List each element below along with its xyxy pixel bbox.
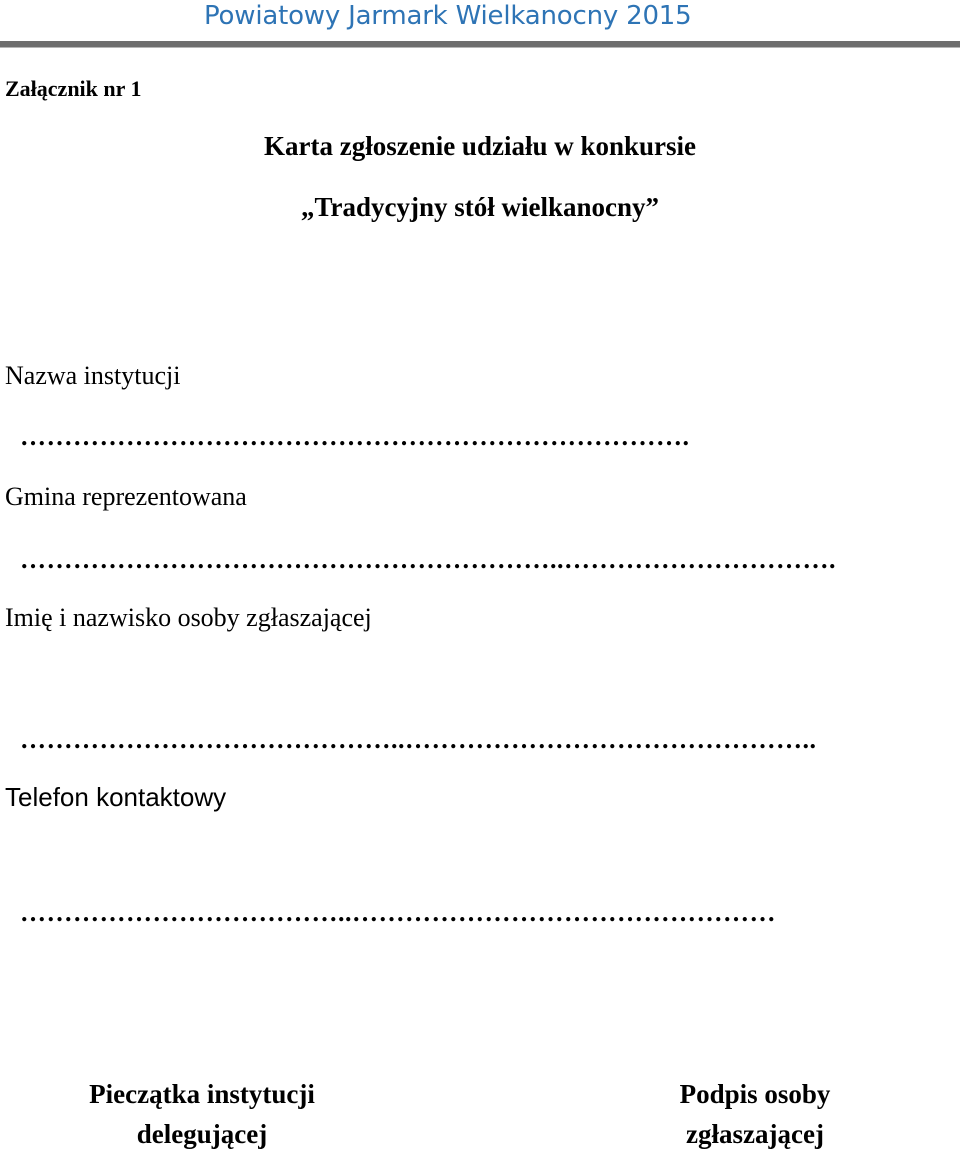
header-divider: [0, 41, 960, 48]
document-title: Karta zgłoszenie udziału w konkursie: [263, 131, 696, 161]
institution-name-field[interactable]: ………………………………………………………………….: [20, 422, 690, 448]
page-header-title: Powiatowy Jarmark Wielkanocny 2015: [204, 1, 692, 31]
institution-name-label: Nazwa instytucji: [5, 361, 181, 390]
applicant-name-field[interactable]: ……………………………………..………………………………………..: [20, 725, 817, 751]
municipality-field[interactable]: ……………………………………………………..………………………….: [20, 545, 836, 571]
annex-label: Załącznik nr 1: [5, 76, 142, 101]
phone-field[interactable]: ………………………………..…………………………………………: [20, 898, 776, 924]
applicant-name-label: Imię i nazwisko osoby zgłaszającej: [5, 603, 372, 632]
applicant-signature-label: Podpis osoby zgłaszającej: [679, 1079, 831, 1149]
municipality-label: Gmina reprezentowana: [5, 482, 247, 511]
institution-stamp-label: Pieczątka instytucji delegującej: [89, 1079, 315, 1149]
document-subtitle: „Tradycyjny stół wielkanocny”: [300, 192, 659, 222]
phone-label: Telefon kontaktowy: [5, 782, 227, 812]
